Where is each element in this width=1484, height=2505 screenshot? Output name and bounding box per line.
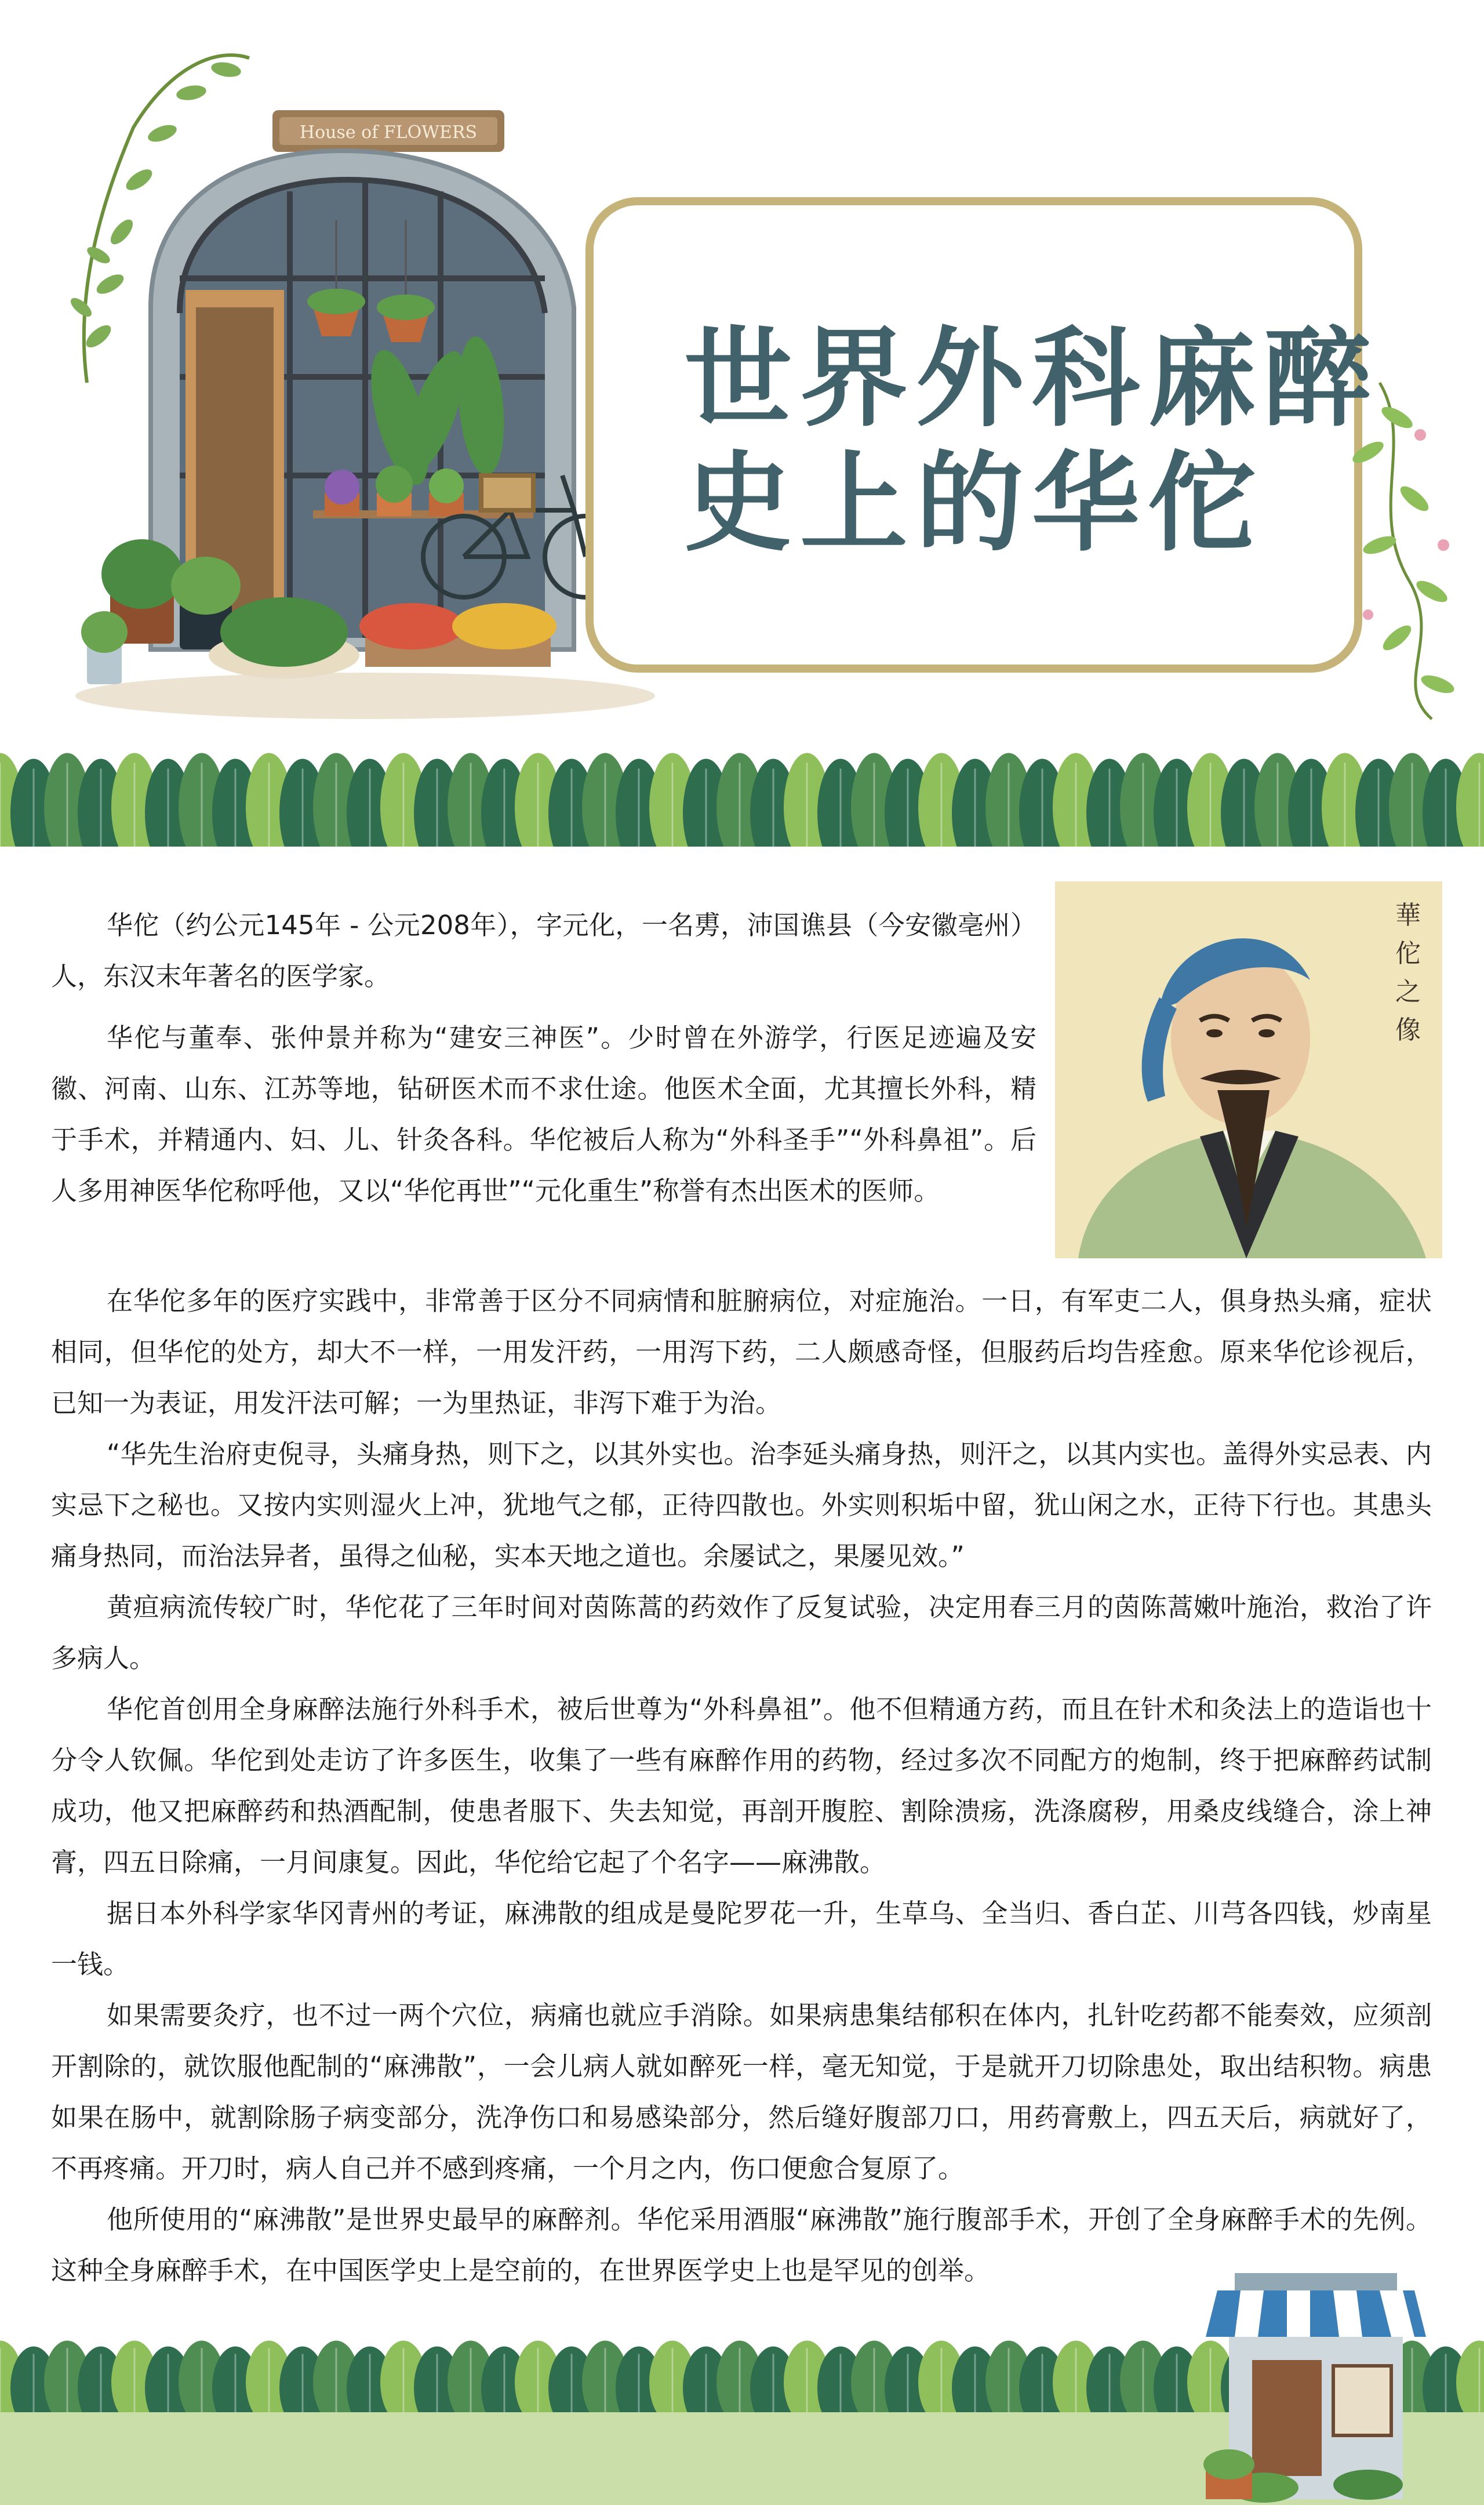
paragraph-6: 华佗首创用全身麻醉法施行外科手术，被后世尊为“外科鼻祖”。他不但精通方药，而且在针术和灸法上的造诣也十分令人钦佩。华佗到处走访了许多医生，收集了一些有麻醉作用的药物，经过多次不同配方的炮制，终于把麻醉药试制成功，他又把麻醉药和热酒配制，使患者服下、失去知觉，再剖开腹腔、割除溃疡，洗涤腐秽，用桑皮线缝合，涂上神膏，四五日除痛，一月间康复。因此，华佗给它起了个名字——麻沸散。 [51,1694,1432,1878]
paragraph-9: 他所使用的“麻沸散”是世界史最早的麻醉剂。华佗采用酒服“麻沸散”施行腹部手术，开创了全身麻醉手术的先例。这种全身麻醉手术，在中国医学史上是空前的，在世界医学史上也是罕见的创举。 [51,2204,1432,2286]
page-title-line-1: 世界外科麻醉 [684,315,1380,441]
paragraph-5: 黄疸病流传较广时，华佗花了三年时间对茵陈蒿的药效作了反复试验，决定用春三月的茵陈蒿嫩叶施治，救治了许多病人。 [51,1592,1432,1673]
paragraph-1: 华佗（约公元145年 - 公元208年），字元化，一名旉，沛国谯县（今安徽亳州）人，东汉末年著名的医学家。 [51,910,1036,992]
paragraph-7: 据日本外科学家华冈青州的考证，麻沸散的组成是曼陀罗花一升，生草乌、全当归、香白芷、川芎各四钱，炒南星一钱。 [51,1898,1432,1980]
flower-shop-icon [1194,2261,1438,2505]
greenhouse-illustration [64,35,667,725]
shop-sign [272,110,504,152]
portrait-caption: 華佗之像 [1395,901,1421,1045]
paragraph-2: 华佗与董奉、张仲景并称为“建安三神医”。少时曾在外游学，行医足迹遍及安徽、河南、山东、江苏等地，钻研医术而不求仕途。他医术全面，尤其擅长外科，精于手术，并精通内、妇、儿、针灸各科。华佗被后人称为“外科圣手”“外科鼻祖”。后人多用神医华佗称呼他，又以“华佗再世”“元化重生”称誉有杰出医术的医师。 [51,1022,1036,1206]
page-title-line-2: 史上的华佗 [684,440,1264,566]
shop-sign-text: House of FLOWERS [299,122,478,143]
vine-right-icon [1345,371,1467,731]
potted-plants-icon [325,466,464,516]
leaf-border-top [0,748,1484,847]
paragraph-4: “华先生治府吏倪寻，头痛身热，则下之，以其外实也。治李延头痛身热，则汗之，以其内实也。盖得外实忌表、内实忌下之秘也。又按内实则湿火上冲，犹地气之郁，正待四散也。外实则积垢中留，犹山闲之水，正待下行也。其患头痛身热同，而治法异者，虽得之仙秘，实本天地之道也。余屡试之，果屡见效。” [51,1439,1432,1571]
huatuo-portrait-icon [1055,881,1442,1258]
huatuo-portrait [1055,881,1442,1258]
paragraph-3: 在华佗多年的医疗实践中，非常善于区分不同病情和脏腑病位，对症施治。一日，有军吏二人，俱身热头痛，症状相同，但华佗的处方，却大不一样，一用发汗药，一用泻下药，二人颇感奇怪，但服药后均告痊愈。原来华佗诊视后，已知一为表证，用发汗法可解；一为里热证，非泻下难于为治。 [51,1286,1432,1418]
paragraph-8: 如果需要灸疗，也不过一两个穴位，病痛也就应手消除。如果病患集结郁积在体内，扎针吃药都不能奏效，应须剖开割除的，就饮服他配制的“麻沸散”，一会儿病人就如醉死一样，毫无知觉，于是就开刀切除患处，取出结积物。病患如果在肠中，就割除肠子病变部分，洗净伤口和易感染部分，然后缝好腹部刀口，用药膏敷上，四五天后，病就好了，不再疼痛。开刀时，病人自己并不感到疼痛，一个月之内，伤口便愈合复原了。 [51,2000,1432,2184]
